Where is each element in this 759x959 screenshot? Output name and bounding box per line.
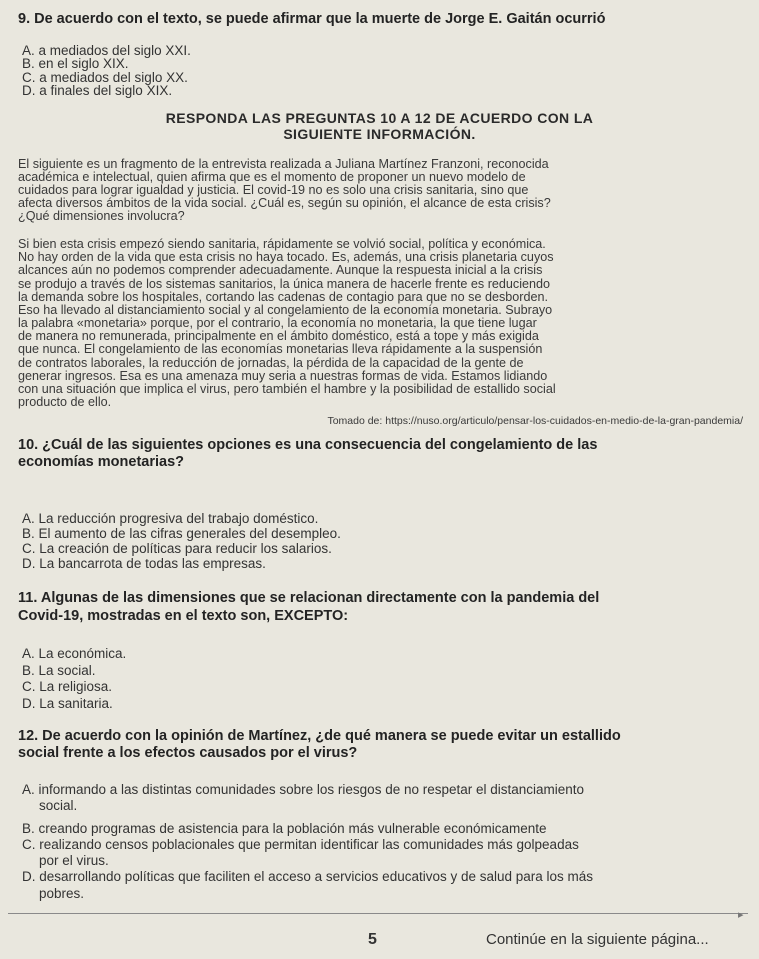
q10-option-d: D. La bancarrota de todas las empresas. <box>22 556 266 571</box>
question-12-title: 12. De acuerdo con la opinión de Martínez, ¿de qué manera se puede evitar un estallido <box>18 728 621 744</box>
q12-option-c: C. realizando censos poblacionales que permitan identificar las comunidades más golpeadas <box>22 837 579 852</box>
body-line: se produjo a través de los sistemas sanitarios, la única manera de hacerle frente es reduciendo <box>18 277 551 291</box>
intro-line: ¿Qué dimensiones involucra? <box>18 209 185 223</box>
body-line: producto de ello. <box>18 395 112 409</box>
q10-option-c: C. La creación de políticas para reducir los salarios. <box>22 541 332 556</box>
q10-option-b: B. El aumento de las cifras generales del desempleo. <box>22 526 341 541</box>
q11-option-d: D. La sanitaria. <box>22 696 113 711</box>
question-11-title: Covid-19, mostradas en el texto son, EXCEPTO: <box>18 608 349 624</box>
q11-option-b: B. La social. <box>22 663 96 678</box>
body-line: Eso ha llevado al distanciamiento social y al congelamiento de la economía monetaria. Subrayo <box>18 303 553 317</box>
q12-option-b: B. creando programas de asistencia para la población más vulnerable económicamente <box>22 821 547 836</box>
question-10-title: 10. ¿Cuál de las siguientes opciones es una consecuencia del congelamiento de las <box>18 437 598 453</box>
q12-option-c-cont: por el virus. <box>39 853 109 868</box>
question-9-title: 9. De acuerdo con el texto, se puede afirmar que la muerte de Jorge E. Gaitán ocurrió <box>18 11 606 27</box>
question-10-title: economías monetarias? <box>18 454 184 470</box>
intro-line: cuidados para lograr igualdad y justicia. El covid-19 no es solo una crisis sanitaria, sino que <box>18 183 529 197</box>
body-line: de manera no remunerada, principalmente en el ámbito doméstico, está a tope y más exigida <box>18 329 539 343</box>
q9-option-a: A. a mediados del siglo XXI. <box>22 43 191 58</box>
q12-option-d: D. desarrollando políticas que faciliten el acceso a servicios educativos y de salud para los más <box>22 869 594 884</box>
body-line: con una situación que implica el virus, pero también el hambre y la posibilidad de estallido social <box>18 382 556 396</box>
body-line: alcances aún no podemos comprender adecuadamente. Aunque la respuesta inicial a la crisis <box>18 263 543 277</box>
q11-option-c: C. La religiosa. <box>22 679 113 694</box>
q10-option-a: A. La reducción progresiva del trabajo doméstico. <box>22 511 319 526</box>
body-line: la demanda sobre los hospitales, cortando las cadenas de contagio para que no se desborden. <box>18 290 549 304</box>
body-line: de contratos laborales, la reducción de jornadas, la pérdida de la capacidad de la gente de <box>18 356 524 370</box>
body-line: generar ingresos. Esa es una amenaza muy seria a nuestras formas de vida. Estamos lidiando <box>18 369 548 383</box>
intro-line: afecta diversos ámbitos de la vida social. ¿Cuál es, según su opinión, el alcance de esta crisis? <box>18 196 551 210</box>
q11-option-a: A. La económica. <box>22 646 127 661</box>
source-citation: Tomado de: https://nuso.org/articulo/pensar-los-cuidados-en-medio-de-la-gran-pandemia/ <box>327 415 743 427</box>
section-heading-line-1: RESPONDA LAS PREGUNTAS 10 A 12 DE ACUERDO CON LA <box>165 110 594 126</box>
body-line: que nunca. El congelamiento de las economías monetarias lleva rápidamente a la suspensión <box>18 342 543 356</box>
continue-notice: Continúe en la siguiente página... <box>486 931 709 948</box>
q9-option-b: B. en el siglo XIX. <box>22 56 129 71</box>
q12-option-d-cont: pobres. <box>39 886 85 901</box>
arrow-right-icon: ▸ <box>738 909 744 921</box>
q12-option-a-cont: social. <box>39 798 78 813</box>
question-11-title: 11. Algunas de las dimensiones que se relacionan directamente con la pandemia del <box>18 590 600 606</box>
q9-option-c: C. a mediados del siglo XX. <box>22 70 188 85</box>
question-12-title: social frente a los efectos causados por el virus? <box>18 745 358 761</box>
body-line: Si bien esta crisis empezó siendo sanitaria, rápidamente se volvió social, política y económica. <box>18 237 546 251</box>
section-heading-line-2: SIGUIENTE INFORMACIÓN. <box>283 126 476 142</box>
intro-line: El siguiente es un fragmento de la entrevista realizada a Juliana Martínez Franzoni, reconocida <box>18 157 549 171</box>
body-line: la palabra «monetaria» porque, por el contrario, la economía no monetaria, la que tiene lugar <box>18 316 537 330</box>
page-number: 5 <box>368 931 377 948</box>
q9-option-d: D. a finales del siglo XIX. <box>22 83 173 98</box>
q12-option-a: A. informando a las distintas comunidades sobre los riesgos de no respetar el distanciamiento <box>22 782 585 797</box>
intro-line: académica e intelectual, quien afirma que es el momento de proponer un nuevo modelo de <box>18 170 526 184</box>
body-line: No hay orden de la vida que esta crisis no haya tocado. Es, además, una crisis planetaria cuyos <box>18 250 554 264</box>
footer-divider <box>8 913 748 914</box>
